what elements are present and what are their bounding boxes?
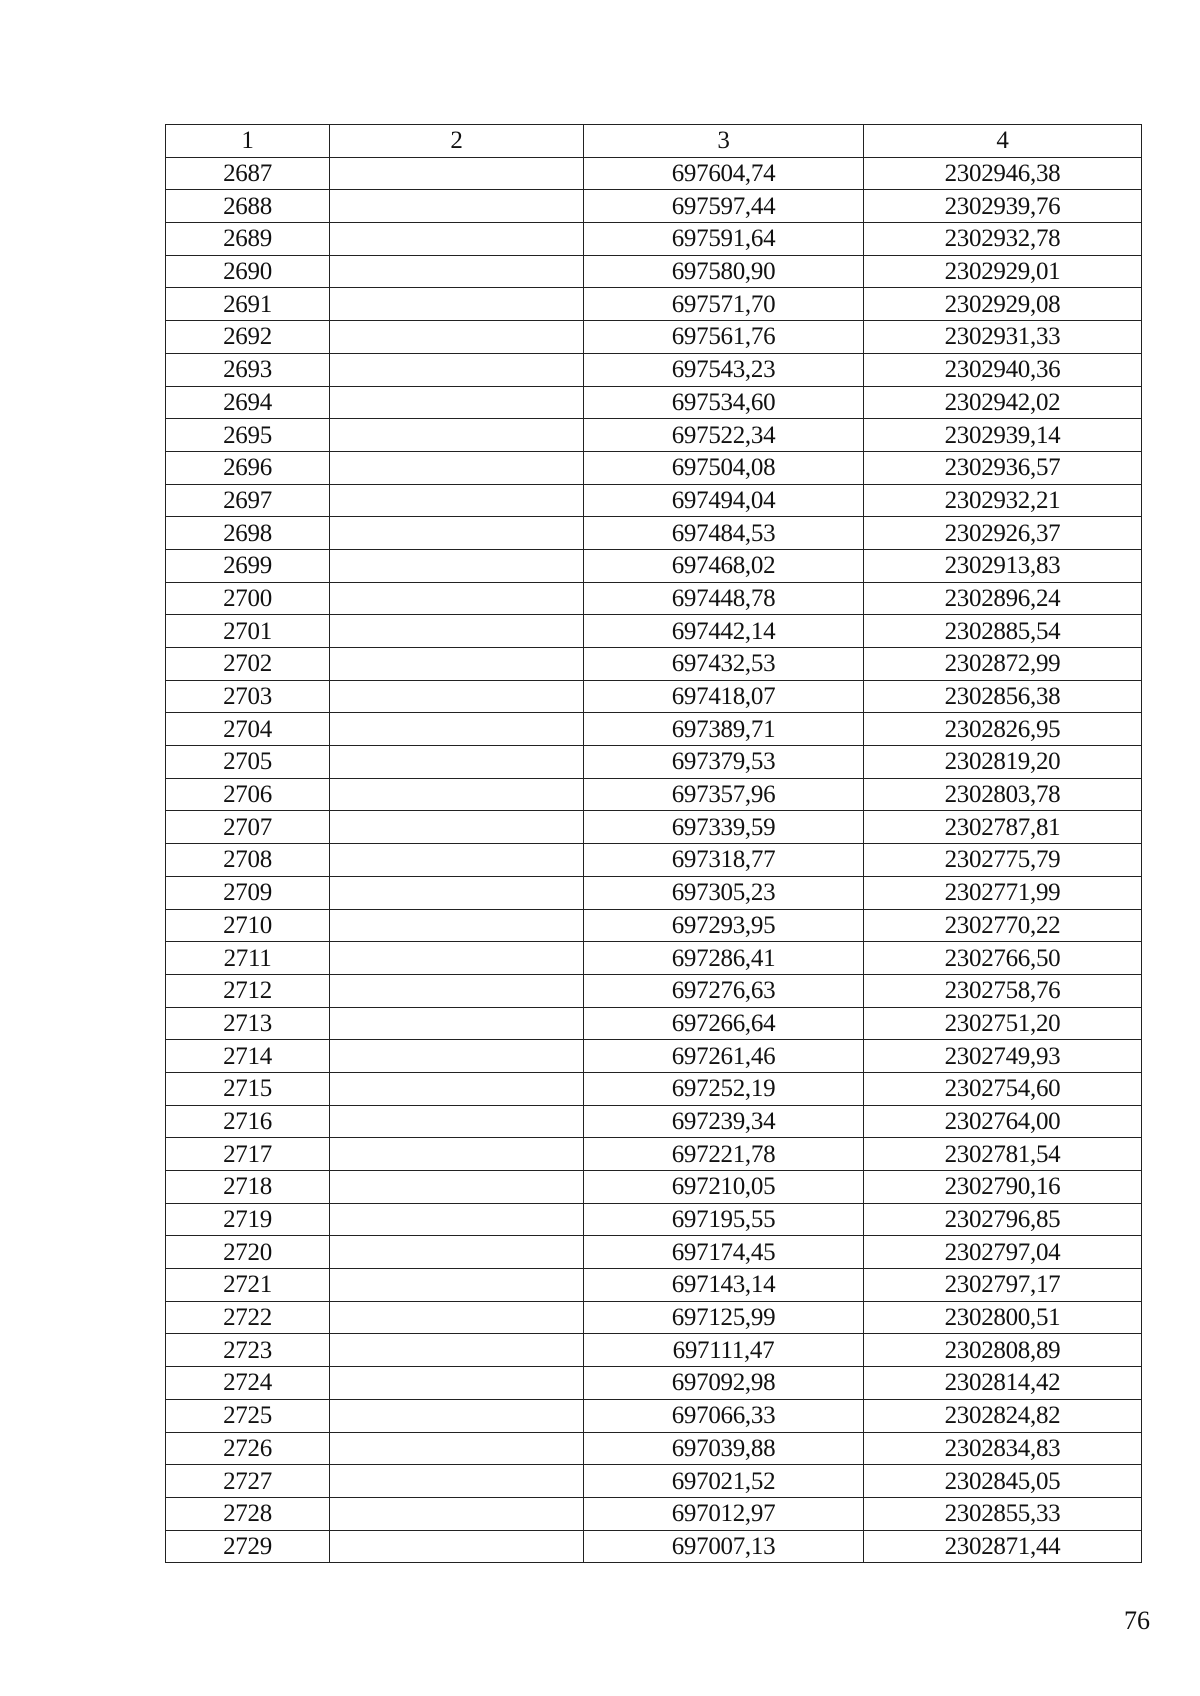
x-coordinate-cell: 697125,99: [584, 1301, 864, 1334]
x-coordinate-cell: 697276,63: [584, 974, 864, 1007]
table-row: [166, 1072, 1142, 1105]
point-number-cell: 2708: [166, 844, 330, 877]
x-coordinate-cell: 697221,78: [584, 1138, 864, 1171]
table-row: [166, 1236, 1142, 1269]
point-number-cell: 2702: [166, 648, 330, 681]
table-row: [166, 288, 1142, 321]
point-number-cell: 2717: [166, 1138, 330, 1171]
y-coordinate-cell: 2302834,83: [864, 1432, 1142, 1465]
table-row: [166, 1105, 1142, 1138]
point-number-cell: 2726: [166, 1432, 330, 1465]
point-number-cell: 2710: [166, 909, 330, 942]
point-number-cell: 2716: [166, 1105, 330, 1138]
y-coordinate-cell: 2302797,04: [864, 1236, 1142, 1269]
y-coordinate-cell: 2302871,44: [864, 1530, 1142, 1563]
point-number-cell: 2706: [166, 778, 330, 811]
x-coordinate-cell: 697534,60: [584, 386, 864, 419]
table-row: [166, 1007, 1142, 1040]
empty-cell: [330, 746, 584, 779]
table-body: [166, 157, 1142, 1563]
table-row: [166, 1203, 1142, 1236]
point-number-cell: 2721: [166, 1269, 330, 1302]
y-coordinate-cell: 2302771,99: [864, 876, 1142, 909]
coordinates-table: [165, 124, 1142, 1563]
column-header-3: 3: [584, 125, 864, 158]
x-coordinate-cell: 697494,04: [584, 484, 864, 517]
y-coordinate-cell: 2302819,20: [864, 746, 1142, 779]
x-coordinate-cell: 697261,46: [584, 1040, 864, 1073]
empty-cell: [330, 811, 584, 844]
empty-cell: [330, 353, 584, 386]
y-coordinate-cell: 2302946,38: [864, 157, 1142, 190]
empty-cell: [330, 1040, 584, 1073]
table-row: [166, 615, 1142, 648]
y-coordinate-cell: 2302929,01: [864, 255, 1142, 288]
y-coordinate-cell: 2302826,95: [864, 713, 1142, 746]
x-coordinate-cell: 697039,88: [584, 1432, 864, 1465]
y-coordinate-cell: 2302939,14: [864, 419, 1142, 452]
empty-cell: [330, 1497, 584, 1530]
point-number-cell: 2728: [166, 1497, 330, 1530]
table-row: [166, 1497, 1142, 1530]
x-coordinate-cell: 697543,23: [584, 353, 864, 386]
empty-cell: [330, 321, 584, 354]
table-row: [166, 811, 1142, 844]
table-row: [166, 1138, 1142, 1171]
table-row: [166, 190, 1142, 223]
x-coordinate-cell: 697522,34: [584, 419, 864, 452]
y-coordinate-cell: 2302939,76: [864, 190, 1142, 223]
y-coordinate-cell: 2302872,99: [864, 648, 1142, 681]
point-number-cell: 2696: [166, 451, 330, 484]
table-row: [166, 223, 1142, 256]
x-coordinate-cell: 697468,02: [584, 549, 864, 582]
y-coordinate-cell: 2302790,16: [864, 1171, 1142, 1204]
table-row: [166, 321, 1142, 354]
y-coordinate-cell: 2302855,33: [864, 1497, 1142, 1530]
table-row: [166, 484, 1142, 517]
point-number-cell: 2711: [166, 942, 330, 975]
x-coordinate-cell: 697195,55: [584, 1203, 864, 1236]
empty-cell: [330, 778, 584, 811]
x-coordinate-cell: 697318,77: [584, 844, 864, 877]
point-number-cell: 2719: [166, 1203, 330, 1236]
y-coordinate-cell: 2302758,76: [864, 974, 1142, 1007]
table-row: [166, 1465, 1142, 1498]
table-row: [166, 1530, 1142, 1563]
x-coordinate-cell: 697339,59: [584, 811, 864, 844]
x-coordinate-cell: 697266,64: [584, 1007, 864, 1040]
x-coordinate-cell: 697418,07: [584, 680, 864, 713]
empty-cell: [330, 1301, 584, 1334]
x-coordinate-cell: 697571,70: [584, 288, 864, 321]
point-number-cell: 2729: [166, 1530, 330, 1563]
point-number-cell: 2698: [166, 517, 330, 550]
x-coordinate-cell: 697580,90: [584, 255, 864, 288]
y-coordinate-cell: 2302800,51: [864, 1301, 1142, 1334]
empty-cell: [330, 223, 584, 256]
y-coordinate-cell: 2302942,02: [864, 386, 1142, 419]
table-row: [166, 648, 1142, 681]
x-coordinate-cell: 697210,05: [584, 1171, 864, 1204]
y-coordinate-cell: 2302845,05: [864, 1465, 1142, 1498]
empty-cell: [330, 1203, 584, 1236]
x-coordinate-cell: 697143,14: [584, 1269, 864, 1302]
table-row: [166, 1040, 1142, 1073]
y-coordinate-cell: 2302931,33: [864, 321, 1142, 354]
empty-cell: [330, 1367, 584, 1400]
empty-cell: [330, 484, 584, 517]
x-coordinate-cell: 697442,14: [584, 615, 864, 648]
table-row: [166, 1367, 1142, 1400]
y-coordinate-cell: 2302808,89: [864, 1334, 1142, 1367]
empty-cell: [330, 974, 584, 1007]
y-coordinate-cell: 2302896,24: [864, 582, 1142, 615]
empty-cell: [330, 1269, 584, 1302]
empty-cell: [330, 255, 584, 288]
y-coordinate-cell: 2302775,79: [864, 844, 1142, 877]
point-number-cell: 2692: [166, 321, 330, 354]
empty-cell: [330, 615, 584, 648]
x-coordinate-cell: 697286,41: [584, 942, 864, 975]
x-coordinate-cell: 697012,97: [584, 1497, 864, 1530]
x-coordinate-cell: 697561,76: [584, 321, 864, 354]
empty-cell: [330, 1072, 584, 1105]
table-row: [166, 1334, 1142, 1367]
x-coordinate-cell: 697432,53: [584, 648, 864, 681]
empty-cell: [330, 648, 584, 681]
x-coordinate-cell: 697092,98: [584, 1367, 864, 1400]
x-coordinate-cell: 697174,45: [584, 1236, 864, 1269]
empty-cell: [330, 909, 584, 942]
table-row: [166, 974, 1142, 1007]
y-coordinate-cell: 2302824,82: [864, 1399, 1142, 1432]
point-number-cell: 2691: [166, 288, 330, 321]
point-number-cell: 2725: [166, 1399, 330, 1432]
column-header-4: 4: [864, 125, 1142, 158]
table-row: [166, 419, 1142, 452]
empty-cell: [330, 1007, 584, 1040]
point-number-cell: 2718: [166, 1171, 330, 1204]
table-row: [166, 1399, 1142, 1432]
table-row: [166, 746, 1142, 779]
table-row: [166, 876, 1142, 909]
x-coordinate-cell: 697448,78: [584, 582, 864, 615]
empty-cell: [330, 451, 584, 484]
y-coordinate-cell: 2302770,22: [864, 909, 1142, 942]
table-row: [166, 582, 1142, 615]
y-coordinate-cell: 2302913,83: [864, 549, 1142, 582]
point-number-cell: 2712: [166, 974, 330, 1007]
column-header-2: 2: [330, 125, 584, 158]
point-number-cell: 2688: [166, 190, 330, 223]
empty-cell: [330, 680, 584, 713]
table-row: [166, 713, 1142, 746]
point-number-cell: 2714: [166, 1040, 330, 1073]
x-coordinate-cell: 697066,33: [584, 1399, 864, 1432]
y-coordinate-cell: 2302766,50: [864, 942, 1142, 975]
table-row: [166, 157, 1142, 190]
empty-cell: [330, 1138, 584, 1171]
x-coordinate-cell: 697357,96: [584, 778, 864, 811]
table-row: [166, 386, 1142, 419]
point-number-cell: 2690: [166, 255, 330, 288]
y-coordinate-cell: 2302796,85: [864, 1203, 1142, 1236]
empty-cell: [330, 517, 584, 550]
empty-cell: [330, 876, 584, 909]
y-coordinate-cell: 2302926,37: [864, 517, 1142, 550]
empty-cell: [330, 288, 584, 321]
y-coordinate-cell: 2302885,54: [864, 615, 1142, 648]
empty-cell: [330, 1465, 584, 1498]
point-number-cell: 2693: [166, 353, 330, 386]
table-row: [166, 517, 1142, 550]
table-row: [166, 451, 1142, 484]
y-coordinate-cell: 2302856,38: [864, 680, 1142, 713]
y-coordinate-cell: 2302749,93: [864, 1040, 1142, 1073]
point-number-cell: 2705: [166, 746, 330, 779]
point-number-cell: 2723: [166, 1334, 330, 1367]
point-number-cell: 2701: [166, 615, 330, 648]
x-coordinate-cell: 697007,13: [584, 1530, 864, 1563]
x-coordinate-cell: 697305,23: [584, 876, 864, 909]
page-number: 76: [1124, 1606, 1150, 1635]
point-number-cell: 2703: [166, 680, 330, 713]
table-row: [166, 844, 1142, 877]
point-number-cell: 2687: [166, 157, 330, 190]
table-row: [166, 353, 1142, 386]
empty-cell: [330, 419, 584, 452]
y-coordinate-cell: 2302814,42: [864, 1367, 1142, 1400]
x-coordinate-cell: 697389,71: [584, 713, 864, 746]
y-coordinate-cell: 2302781,54: [864, 1138, 1142, 1171]
point-number-cell: 2707: [166, 811, 330, 844]
y-coordinate-cell: 2302932,21: [864, 484, 1142, 517]
x-coordinate-cell: 697293,95: [584, 909, 864, 942]
empty-cell: [330, 386, 584, 419]
empty-cell: [330, 1236, 584, 1269]
point-number-cell: 2697: [166, 484, 330, 517]
y-coordinate-cell: 2302940,36: [864, 353, 1142, 386]
point-number-cell: 2709: [166, 876, 330, 909]
table-row: [166, 942, 1142, 975]
y-coordinate-cell: 2302936,57: [864, 451, 1142, 484]
x-coordinate-cell: 697111,47: [584, 1334, 864, 1367]
empty-cell: [330, 1334, 584, 1367]
empty-cell: [330, 549, 584, 582]
x-coordinate-cell: 697252,19: [584, 1072, 864, 1105]
point-number-cell: 2689: [166, 223, 330, 256]
table-row: [166, 1432, 1142, 1465]
empty-cell: [330, 1171, 584, 1204]
point-number-cell: 2724: [166, 1367, 330, 1400]
table-row: [166, 1269, 1142, 1302]
point-number-cell: 2713: [166, 1007, 330, 1040]
empty-cell: [330, 1530, 584, 1563]
y-coordinate-cell: 2302764,00: [864, 1105, 1142, 1138]
point-number-cell: 2704: [166, 713, 330, 746]
x-coordinate-cell: 697484,53: [584, 517, 864, 550]
y-coordinate-cell: 2302932,78: [864, 223, 1142, 256]
empty-cell: [330, 844, 584, 877]
y-coordinate-cell: 2302787,81: [864, 811, 1142, 844]
point-number-cell: 2700: [166, 582, 330, 615]
point-number-cell: 2694: [166, 386, 330, 419]
x-coordinate-cell: 697504,08: [584, 451, 864, 484]
empty-cell: [330, 942, 584, 975]
y-coordinate-cell: 2302803,78: [864, 778, 1142, 811]
x-coordinate-cell: 697239,34: [584, 1105, 864, 1138]
x-coordinate-cell: 697379,53: [584, 746, 864, 779]
x-coordinate-cell: 697597,44: [584, 190, 864, 223]
table-row: [166, 778, 1142, 811]
x-coordinate-cell: 697021,52: [584, 1465, 864, 1498]
table-row: [166, 549, 1142, 582]
empty-cell: [330, 1432, 584, 1465]
y-coordinate-cell: 2302797,17: [864, 1269, 1142, 1302]
table-row: [166, 1301, 1142, 1334]
point-number-cell: 2720: [166, 1236, 330, 1269]
point-number-cell: 2699: [166, 549, 330, 582]
empty-cell: [330, 713, 584, 746]
table-header-row: [166, 125, 1142, 158]
point-number-cell: 2722: [166, 1301, 330, 1334]
y-coordinate-cell: 2302751,20: [864, 1007, 1142, 1040]
empty-cell: [330, 582, 584, 615]
table-row: [166, 680, 1142, 713]
y-coordinate-cell: 2302929,08: [864, 288, 1142, 321]
table-row: [166, 255, 1142, 288]
point-number-cell: 2715: [166, 1072, 330, 1105]
empty-cell: [330, 157, 584, 190]
column-header-1: 1: [166, 125, 330, 158]
empty-cell: [330, 1399, 584, 1432]
empty-cell: [330, 190, 584, 223]
x-coordinate-cell: 697591,64: [584, 223, 864, 256]
y-coordinate-cell: 2302754,60: [864, 1072, 1142, 1105]
point-number-cell: 2727: [166, 1465, 330, 1498]
point-number-cell: 2695: [166, 419, 330, 452]
table-row: [166, 909, 1142, 942]
x-coordinate-cell: 697604,74: [584, 157, 864, 190]
empty-cell: [330, 1105, 584, 1138]
table-row: [166, 1171, 1142, 1204]
